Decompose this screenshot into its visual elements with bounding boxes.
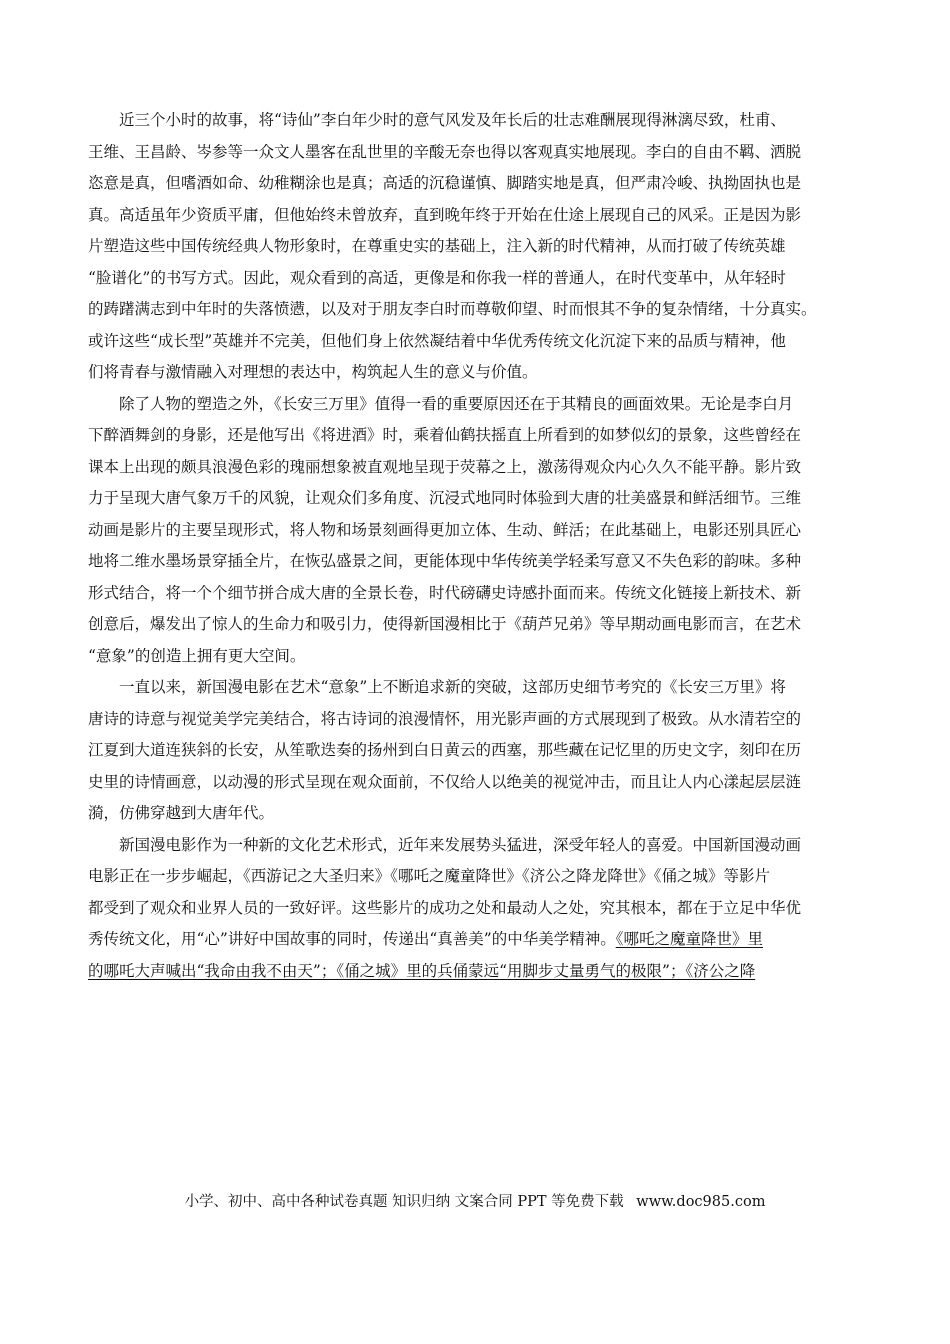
text-line: 下醉酒舞剑的身影，还是他写出《将进酒》时，乘着仙鹤扶摇直上所看到的如梦似幻的景象，这些曾经在 (88, 426, 802, 444)
text-line: 形式结合，将一个个细节拼合成大唐的全景长卷，时代磅礴史诗感扑面而来。传统文化链接上新技术、新 (88, 583, 802, 602)
footer-url: www.doc985.com (636, 1194, 766, 1210)
text-line: 史里的诗情画意，以动漫的形式呈现在观众面前，不仅给人以绝美的视觉冲击，而且让人内心漾起层层涟 (88, 772, 802, 791)
text-line: 恣意是真，但嗜酒如命、幼稚糊涂也是真；高适的沉稳谨慎、脚踏实地是真，但严肃冷峻、执拗固执也是 (88, 174, 802, 192)
text-line: 漪，仿佛穿越到大唐年代。 (88, 804, 275, 822)
text-line: 电影正在一步步崛起，《西游记之大圣归来》《哪吒之魔童降世》《济公之降龙降世》《俑之城》等影片 (88, 867, 771, 885)
underlined-text: 《哪吒之魔童降世》里 (615, 930, 763, 948)
text-line: 除了人物的塑造之外，《长安三万里》值得一看的重要原因还在于其精良的画面效果。无论是李白月 (119, 394, 794, 413)
text-line: 江夏到大道连狭斜的长安，从笙歌迭奏的扬州到白日黄云的西塞，那些藏在记忆里的历史文字，刻印在历 (88, 741, 802, 759)
text-line: 近三个小时的故事，将“诗仙”李白年少时的意气风发及年长后的壮志难酬展现得淋漓尽致，杜甫、 (119, 111, 786, 129)
text-line: 或许这些“成长型”英雄并不完美，但他们身上依然凝结着中华优秀传统文化沉淀下来的品质与精神，他 (88, 331, 786, 350)
text-line: 地将二维水墨场景穿插全片，在恢弘盛景之间，更能体现中华传统美学轻柔写意又不失色彩的韵味。多种 (88, 552, 802, 570)
paragraph-2 (88, 389, 863, 673)
text-line: 课本上出现的颇具浪漫色彩的瑰丽想象被直观地呈现于荧幕之上，激荡得观众内心久久不能平静。影片致 (88, 457, 802, 476)
paragraph-4 (88, 830, 863, 988)
footer-text: 小学、初中、高中各种试卷真题 知识归纳 文案合同 PPT 等免费下载 (184, 1194, 624, 1210)
text-line: 一直以来，新国漫电影在艺术“意象”上不断追求新的突破，这部历史细节考究的《长安三万里》将 (119, 678, 786, 696)
text-line: 力于呈现大唐气象万千的风貌，让观众们多角度、沉浸式地同时体验到大唐的壮美盛景和鲜活细节。三维 (88, 489, 802, 507)
text-line: 真。高适虽年少资质平庸，但他始终未曾放弃，直到晚年终于开始在仕途上展现自己的风采。正是因为影 (88, 205, 802, 224)
text-line: 们将青春与激情融入对理想的表达中，构筑起人生的意义与价值。 (88, 363, 538, 381)
text-line: 唐诗的诗意与视觉美学完美结合，将古诗词的浪漫情怀，用光影声画的方式展现到了极致。从水清若空的 (88, 709, 802, 728)
text-segment: 秀传统文化，用“心”讲好中国故事的同时，传递出“真善美”的中华美学精神。 (88, 930, 616, 948)
text-line: 王维、王昌龄、岑参等一众文人墨客在乱世里的辛酸无奈也得以客观真实地展现。李白的自由不羁、洒脱 (88, 142, 802, 161)
paragraph-1 (88, 105, 863, 389)
document-body (88, 105, 863, 987)
text-line: 的踌躇满志到中年时的失落愤懑，以及对于朋友李白时而尊敬仰望、时而恨其不争的复杂情绪，十分真实。 (88, 300, 817, 318)
text-line (88, 924, 863, 956)
text-line: “意象”的创造上拥有更大空间。 (88, 646, 306, 665)
text-line: 创意后，爆发出了惊人的生命力和吸引力，使得新国漫相比于《葫芦兄弟》等早期动画电影而言，在艺术 (88, 615, 802, 633)
underlined-text-line: 的哪吒大声喊出“我命由我不由天”；《俑之城》里的兵俑蒙远“用脚步丈量勇气的极限”；《济公之降 (88, 961, 756, 980)
text-line: 动画是影片的主要呈现形式，将人物和场景刻画得更加立体、生动、鲜活；在此基础上，电影还别具匠心 (88, 520, 802, 539)
text-line: “脸谱化”的书写方式。因此，观众看到的高适，更像是和你我一样的普通人，在时代变革中，从年轻时 (88, 268, 786, 287)
text-line: 新国漫电影作为一种新的文化艺术形式，近年来发展势头猛进，深受年轻人的喜爱。中国新国漫动画 (119, 835, 802, 854)
text-line: 都受到了观众和业界人员的一致好评。这些影片的成功之处和最动人之处，究其根本，都在于立足中华优 (88, 898, 802, 917)
paragraph-3 (88, 672, 863, 830)
page-footer (0, 1190, 950, 1211)
text-line: 片塑造这些中国传统经典人物形象时，在尊重史实的基础上，注入新的时代精神，从而打破了传统英雄 (88, 237, 786, 255)
